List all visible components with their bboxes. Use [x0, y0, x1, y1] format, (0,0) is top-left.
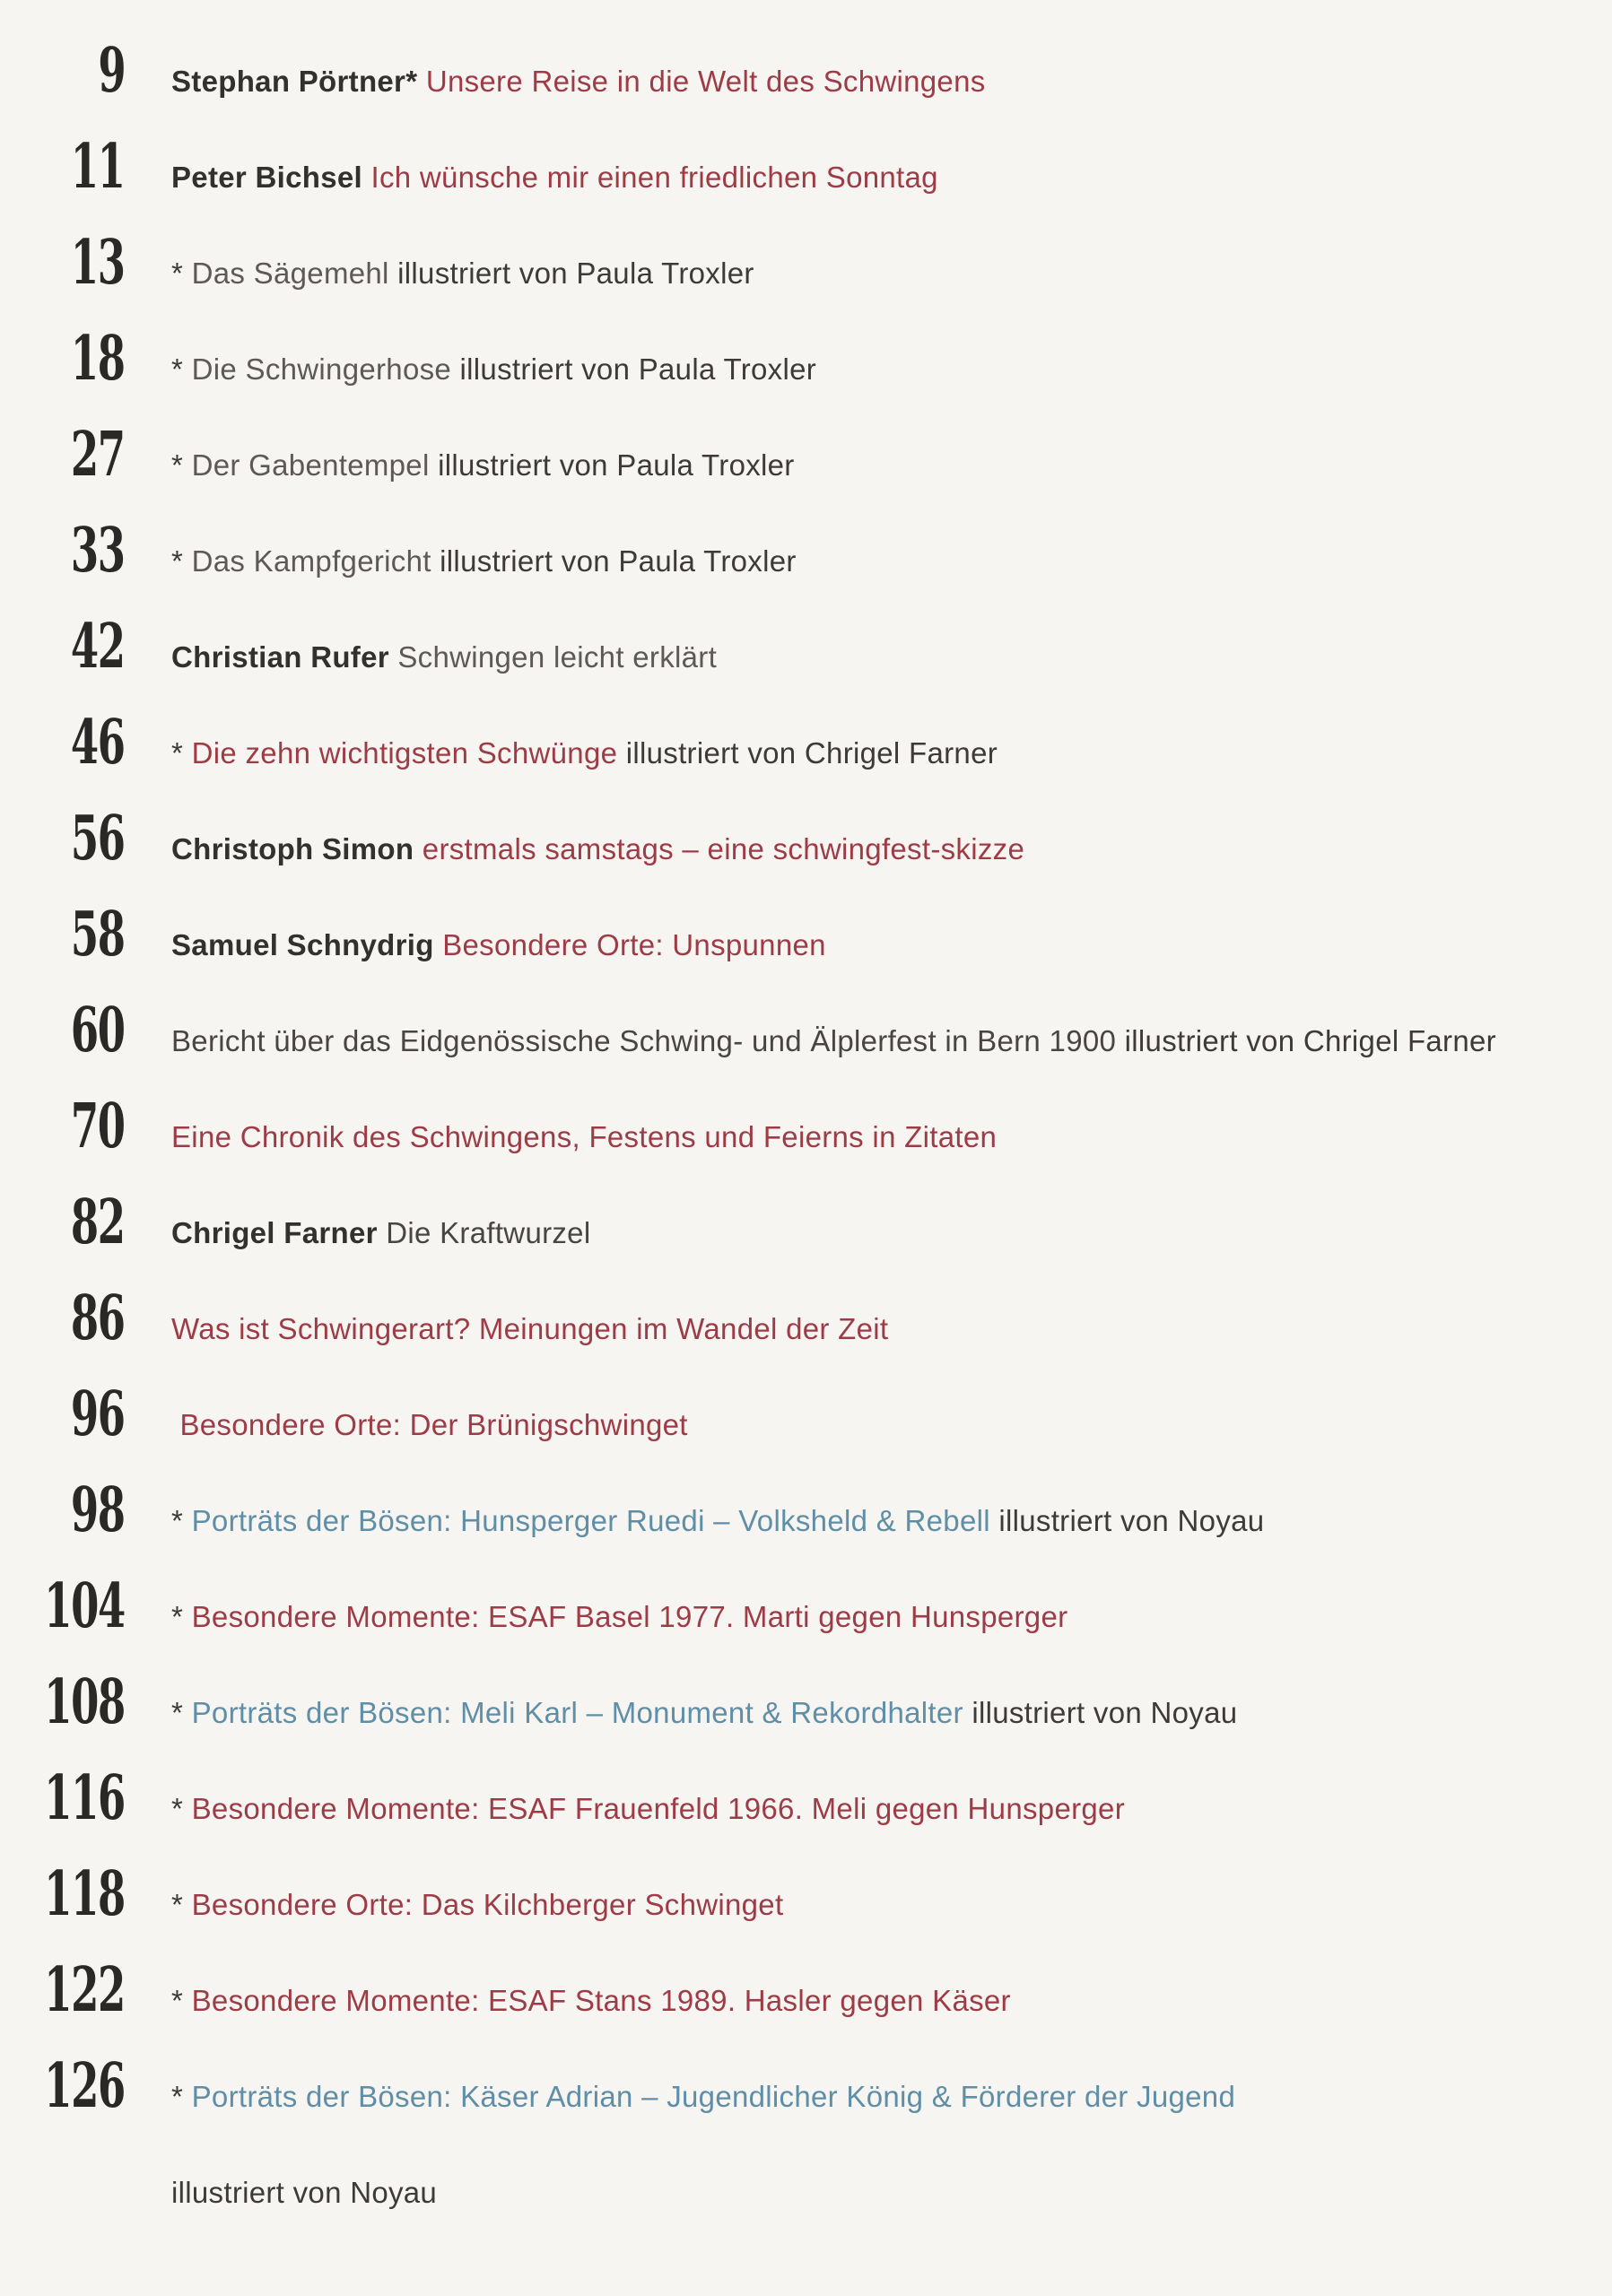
asterisk-marker: *: [171, 448, 184, 482]
toc-entry: [0, 1857, 1612, 1952]
toc-entry: [0, 321, 1612, 417]
entry-text: [171, 1794, 1125, 1823]
page-number: 42: [71, 611, 125, 683]
asterisk-marker: *: [171, 1888, 184, 1921]
entry-title: Die zehn wichtigsten Schwünge: [191, 736, 618, 770]
page-number: 104: [44, 1570, 125, 1642]
page-number: 126: [44, 2050, 125, 2122]
toc-entry: [0, 2144, 1612, 2240]
toc-entry: [0, 129, 1612, 225]
page-number: 86: [71, 1283, 125, 1354]
page-number: 11: [71, 131, 125, 203]
page-number: 9: [98, 35, 125, 107]
entry-title: Besondere Orte: Unspunnen: [442, 928, 826, 961]
toc-entry: [0, 705, 1612, 801]
page-number: 116: [44, 1762, 125, 1834]
toc-entry: [0, 417, 1612, 513]
page-number: 13: [71, 227, 125, 299]
page-number: 118: [44, 1858, 125, 1930]
entry-text: [171, 2178, 437, 2207]
page-number-cell: [0, 227, 125, 299]
toc-entry: [0, 1185, 1612, 1281]
entry-text: [171, 546, 797, 576]
entry-title: Das Sägemehl: [191, 257, 389, 290]
entry-text: [171, 258, 754, 288]
toc-entry: [0, 33, 1612, 129]
page-number-cell: [0, 1187, 125, 1258]
entry-title: Besondere Orte: Der Brünigschwinget: [171, 1408, 688, 1441]
toc-entry: [0, 513, 1612, 609]
entry-credit: illustriert von Noyau: [171, 2176, 438, 2209]
page-number-cell: [0, 1858, 125, 1930]
entry-title: Besondere Orte: Das Kilchberger Schwinget: [191, 1888, 784, 1921]
toc-entry: [0, 225, 1612, 321]
entry-credit: illustriert von Paula Troxler: [440, 544, 797, 578]
page-number-cell: [0, 419, 125, 491]
asterisk-marker: *: [171, 1792, 184, 1825]
entry-text: [171, 1698, 1237, 1727]
entry-title: Besondere Momente: ESAF Stans 1989. Hasler gegen Käser: [191, 1984, 1011, 2017]
asterisk-marker: *: [171, 1504, 184, 1537]
page-number-cell: [0, 131, 125, 203]
entry-credit: illustriert von Noyau: [972, 1696, 1238, 1729]
entry-text: [171, 1026, 1496, 1056]
toc-entry: [0, 609, 1612, 705]
page-number: 27: [71, 419, 125, 491]
toc-entry: [0, 1377, 1612, 1473]
entry-text: [171, 930, 826, 960]
entry-text: [171, 1986, 1011, 2015]
entry-credit: illustriert von Paula Troxler: [459, 352, 817, 386]
asterisk-marker: *: [171, 544, 184, 578]
toc-entry: [0, 1952, 1612, 2048]
entry-title: Der Gabentempel: [191, 448, 430, 482]
asterisk-marker: *: [171, 257, 184, 290]
page-number-cell: [0, 803, 125, 874]
asterisk-marker: *: [171, 1600, 184, 1633]
page-number-cell: [0, 1954, 125, 2026]
entry-title: Eine Chronik des Schwingens, Festens und Feierns in Zitaten: [171, 1120, 998, 1153]
entry-text: [171, 1410, 688, 1439]
toc-entry: [0, 2048, 1612, 2144]
entry-credit: illustriert von Chrigel Farner: [625, 736, 998, 770]
page-number: 18: [71, 323, 125, 395]
entry-title: Die Schwingerhose: [191, 352, 452, 386]
page-number: 46: [71, 707, 125, 778]
entry-credit: illustriert von Paula Troxler: [438, 448, 795, 482]
page-number: 122: [44, 1954, 125, 2026]
entry-text: [171, 1602, 1067, 1631]
page-number: 70: [71, 1091, 125, 1162]
page-number-cell: [0, 2152, 125, 2213]
entry-author: Stephan Pörtner*: [171, 65, 418, 98]
entry-author: Peter Bichsel: [171, 161, 363, 194]
page-number-cell: [0, 1762, 125, 1834]
page-number: 82: [71, 1187, 125, 1258]
page-number-cell: [0, 1091, 125, 1162]
toc-entry: [0, 1665, 1612, 1761]
page-number: 108: [44, 1666, 125, 1738]
toc-entry: [0, 993, 1612, 1089]
entry-credit: illustriert von Chrigel Farner: [1124, 1024, 1496, 1057]
page-number: 56: [71, 803, 125, 874]
asterisk-marker: *: [171, 1984, 184, 2017]
entry-title: Besondere Momente: ESAF Basel 1977. Marti gegen Hunsperger: [191, 1600, 1068, 1633]
asterisk-marker: *: [171, 352, 184, 386]
entry-title: Das Kampfgericht: [191, 544, 431, 578]
toc-entry: [0, 897, 1612, 993]
entry-text: [171, 2082, 1235, 2111]
entry-text: [171, 450, 795, 480]
entry-title: Porträts der Bösen: Meli Karl – Monument & Rekordhalter: [191, 1696, 963, 1729]
entry-title: Porträts der Bösen: Hunsperger Ruedi – Volksheld & Rebell: [191, 1504, 990, 1537]
page-number-cell: [0, 995, 125, 1066]
entry-title: Was ist Schwingerart? Meinungen im Wandel der Zeit: [171, 1312, 889, 1345]
page-number-cell: [0, 2050, 125, 2122]
toc-entry: [0, 1089, 1612, 1185]
page-number-cell: [0, 1283, 125, 1354]
page-number-cell: [0, 35, 125, 107]
entry-text: [171, 738, 998, 768]
entry-credit: illustriert von Paula Troxler: [397, 257, 754, 290]
entry-title: Unsere Reise in die Welt des Schwingens: [425, 65, 986, 98]
asterisk-marker: *: [171, 1696, 184, 1729]
entry-text: [171, 1122, 997, 1152]
entry-title: Die Kraftwurzel: [386, 1216, 591, 1249]
toc-entry: [0, 1569, 1612, 1665]
entry-title: Schwingen leicht erklärt: [397, 640, 718, 674]
entry-title: Besondere Momente: ESAF Frauenfeld 1966. Meli gegen Hunsperger: [191, 1792, 1125, 1825]
toc-entry: [0, 1761, 1612, 1857]
entry-title: Bericht über das Eidgenössische Schwing- und Älplerfest in Bern 1900: [171, 1024, 1117, 1057]
page-number-cell: [0, 707, 125, 778]
table-of-contents: [0, 33, 1612, 2240]
entry-author: Christian Rufer: [171, 640, 389, 674]
page-number: 58: [71, 899, 125, 970]
entry-author: Samuel Schnydrig: [171, 928, 434, 961]
asterisk-marker: *: [171, 736, 184, 770]
page-number: 60: [71, 995, 125, 1066]
entry-text: [171, 1890, 783, 1919]
page-number: 96: [71, 1378, 125, 1450]
entry-text: [171, 1218, 590, 1248]
toc-entry: [0, 801, 1612, 897]
page-number-cell: [0, 1570, 125, 1642]
page-number-cell: [0, 1474, 125, 1546]
page-number-cell: [0, 1378, 125, 1450]
entry-author: Chrigel Farner: [171, 1216, 378, 1249]
entry-title: erstmals samstags – eine schwingfest-skizze: [422, 832, 1025, 865]
entry-text: [171, 1314, 888, 1344]
page-number-cell: [0, 1666, 125, 1738]
entry-author: Christoph Simon: [171, 832, 414, 865]
entry-title: Ich wünsche mir einen friedlichen Sonntag: [370, 161, 938, 194]
entry-text: [171, 642, 717, 672]
asterisk-marker: *: [171, 2080, 184, 2113]
page-number: 98: [71, 1474, 125, 1546]
entry-credit: illustriert von Noyau: [998, 1504, 1265, 1537]
entry-text: [171, 1506, 1264, 1535]
entry-text: [171, 162, 938, 192]
entry-text: [171, 354, 816, 384]
page-number: 33: [71, 515, 125, 587]
page-number-cell: [0, 515, 125, 587]
entry-text: [171, 834, 1024, 864]
entry-title: Porträts der Bösen: Käser Adrian – Jugendlicher König & Förderer der Jugend: [191, 2080, 1236, 2113]
page-number-cell: [0, 611, 125, 683]
entry-text: [171, 66, 986, 96]
page-number-cell: [0, 899, 125, 970]
toc-entry: [0, 1473, 1612, 1569]
toc-entry: [0, 1281, 1612, 1377]
page-number-cell: [0, 323, 125, 395]
